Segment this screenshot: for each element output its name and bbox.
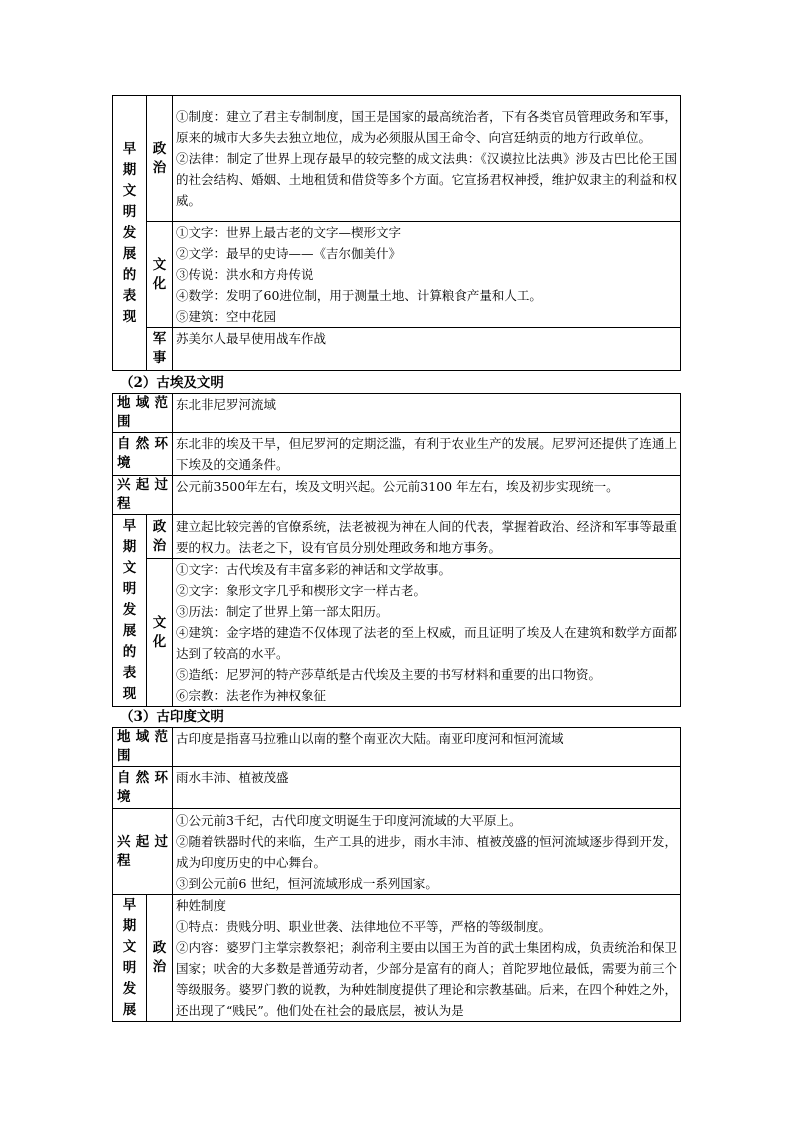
- india-early-label: 早期文明发展: [113, 895, 147, 1022]
- meso-culture-line: ⑤建筑：空中花园: [176, 309, 277, 324]
- india-region-row: [113, 728, 681, 767]
- egypt-region-content: [173, 394, 681, 433]
- meso-politics-line: ②法律：制定了世界上现存最早的较完整的成文法典：《汉谟拉比法典》涉及古巴比伦王国的社会结构、婚姻、土地租赁和借贷等多个方面。它宣扬君权神授，维护奴隶主的利益和权威。: [176, 151, 677, 208]
- mesopotamia-table: [112, 95, 681, 371]
- india-politics-row: [113, 895, 681, 1022]
- meso-culture-label: 文化: [147, 222, 173, 328]
- egypt-politics-content: [173, 515, 681, 559]
- meso-culture-content: [173, 222, 681, 328]
- egypt-politics-row: [113, 515, 681, 559]
- meso-culture-line: ③传说：洪水和方舟传说: [176, 267, 314, 282]
- india-env-row: [113, 767, 681, 809]
- india-env-content: [173, 767, 681, 809]
- india-politics-content: [173, 895, 681, 1022]
- india-region-label: 地域范围: [113, 728, 173, 767]
- meso-culture-row: [113, 222, 681, 328]
- india-rise-row: [113, 809, 681, 895]
- india-rise-line: ②随着铁器时代的来临，生产工具的进步，雨水丰沛、植被茂盛的恒河流域逐步得到开发，成为印度历史的中心舞台。: [176, 833, 677, 870]
- meso-early-label: 早期文明发展的表现: [113, 96, 147, 371]
- egypt-culture-row: [113, 559, 681, 707]
- india-rise-label: 兴起过程: [113, 809, 173, 895]
- india-rise-content: [173, 809, 681, 895]
- egypt-culture-line: ④建筑：金字塔的建造不仅体现了法老的至上权威，而且证明了埃及人在建筑和数学方面都达到了较高的水平。: [176, 625, 677, 661]
- meso-military-text: 苏美尔人最早使用战车作战: [176, 331, 327, 346]
- egypt-table: [112, 393, 681, 707]
- egypt-culture-line: ③历法：制定了世界上第一部太阳历。: [176, 604, 389, 619]
- india-politics-label: 政治: [147, 895, 173, 1022]
- meso-politics-label: 政治: [147, 96, 173, 222]
- india-region-text: 古印度是指喜马拉雅山以南的整个南亚次大陆。南亚印度河和恒河流域: [176, 731, 564, 746]
- meso-culture-line: ②文学：最早的史诗——《吉尔伽美什》: [176, 246, 402, 261]
- egypt-culture-line: ⑤造纸：尼罗河的特产莎草纸是古代埃及主要的书写材料和重要的出口物资。: [176, 667, 602, 682]
- egypt-region-label: 地域范围: [113, 394, 173, 433]
- india-region-content: [173, 728, 681, 767]
- egypt-rise-label: 兴起过程: [113, 476, 173, 515]
- egypt-politics-text: 建立起比较完善的官僚系统，法老被视为神在人间的代表，掌握着政治、经济和军事等最重要的权力。法老之下，设有官员分别处理政务和地方事务。: [176, 518, 677, 555]
- india-rise-line: ①公元前3千纪，古代印度文明诞生于印度河流域的大平原上。: [176, 812, 522, 828]
- egypt-rise-row: [113, 476, 681, 515]
- egypt-culture-line: ①文字：古代埃及有丰富多彩的神话和文学故事。: [176, 562, 452, 577]
- meso-politics-row: [113, 96, 681, 222]
- egypt-culture-line: ②文字：象形文字几乎和楔形文字一样古老。: [176, 583, 427, 598]
- meso-culture-line: ①文字：世界上最古老的文字—楔形文字: [176, 225, 402, 240]
- meso-politics-line: ①制度：建立了君主专制制度，国王是国家的最高统治者，下有各类官员管理政务和军事，原来的城市大多失去独立地位，成为必须服从国王命令、向宫廷纳贡的地方行政单位。: [176, 109, 677, 145]
- egypt-culture-line: ⑥宗教：法老作为神权象征: [176, 688, 327, 703]
- meso-military-label: 军事: [147, 328, 173, 371]
- egypt-politics-label: 政治: [147, 515, 173, 559]
- india-env-label: 自然环境: [113, 767, 173, 809]
- egypt-culture-label: 文化: [147, 559, 173, 707]
- india-heading: （3）古印度文明: [120, 709, 224, 725]
- egypt-env-row: [113, 433, 681, 476]
- egypt-env-text: 东北非的埃及干旱，但尼罗河的定期泛滥，有利于农业生产的发展。尼罗河还提供了连通上下埃及的交通条件。: [176, 436, 677, 472]
- india-rise-line: ③到公元前6 世纪，恒河流域形成一系列国家。: [176, 875, 438, 891]
- egypt-region-text: 东北非尼罗河流域: [176, 397, 277, 412]
- document-page: [112, 95, 681, 1022]
- egypt-env-label: 自然环境: [113, 433, 173, 476]
- india-politics-line: ①特点：贵贱分明、职业世袭、法律地位不平等，严格的等级制度。: [176, 919, 552, 934]
- india-env-text: 雨水丰沛、植被茂盛: [176, 770, 289, 785]
- meso-politics-content: [173, 96, 681, 222]
- meso-military-row: [113, 328, 681, 371]
- egypt-early-label: 早期文明发展的表现: [113, 515, 147, 707]
- egypt-rise-content: [173, 476, 681, 515]
- india-politics-line: 种姓制度: [176, 898, 227, 913]
- india-politics-line: ②内容：婆罗门主掌宗教祭祀；刹帝利主要由以国王为首的武士集团构成，负责统治和保卫国家；吠舍的大多数是普通劳动者，少部分是富有的商人；首陀罗地位最低，需要为前三个等级服务。婆罗门教的说教，为种姓制度提供了理论和宗教基础。后来，在四个种姓之外，还出现了“贱民”。他们处在社会的最底层，被认为是: [176, 940, 677, 1018]
- egypt-env-content: [173, 433, 681, 476]
- india-table: [112, 727, 681, 1022]
- meso-military-content: [173, 328, 681, 371]
- egypt-heading: （2）古埃及文明: [120, 375, 224, 391]
- meso-culture-line: ④数学：发明了60进位制，用于测量土地、计算粮食产量和人工。: [176, 288, 542, 303]
- egypt-culture-content: [173, 559, 681, 707]
- egypt-region-row: [113, 394, 681, 433]
- egypt-rise-text: 公元前3500年左右，埃及文明兴起。公元前3100 年左右，埃及初步实现统一。: [176, 479, 619, 494]
